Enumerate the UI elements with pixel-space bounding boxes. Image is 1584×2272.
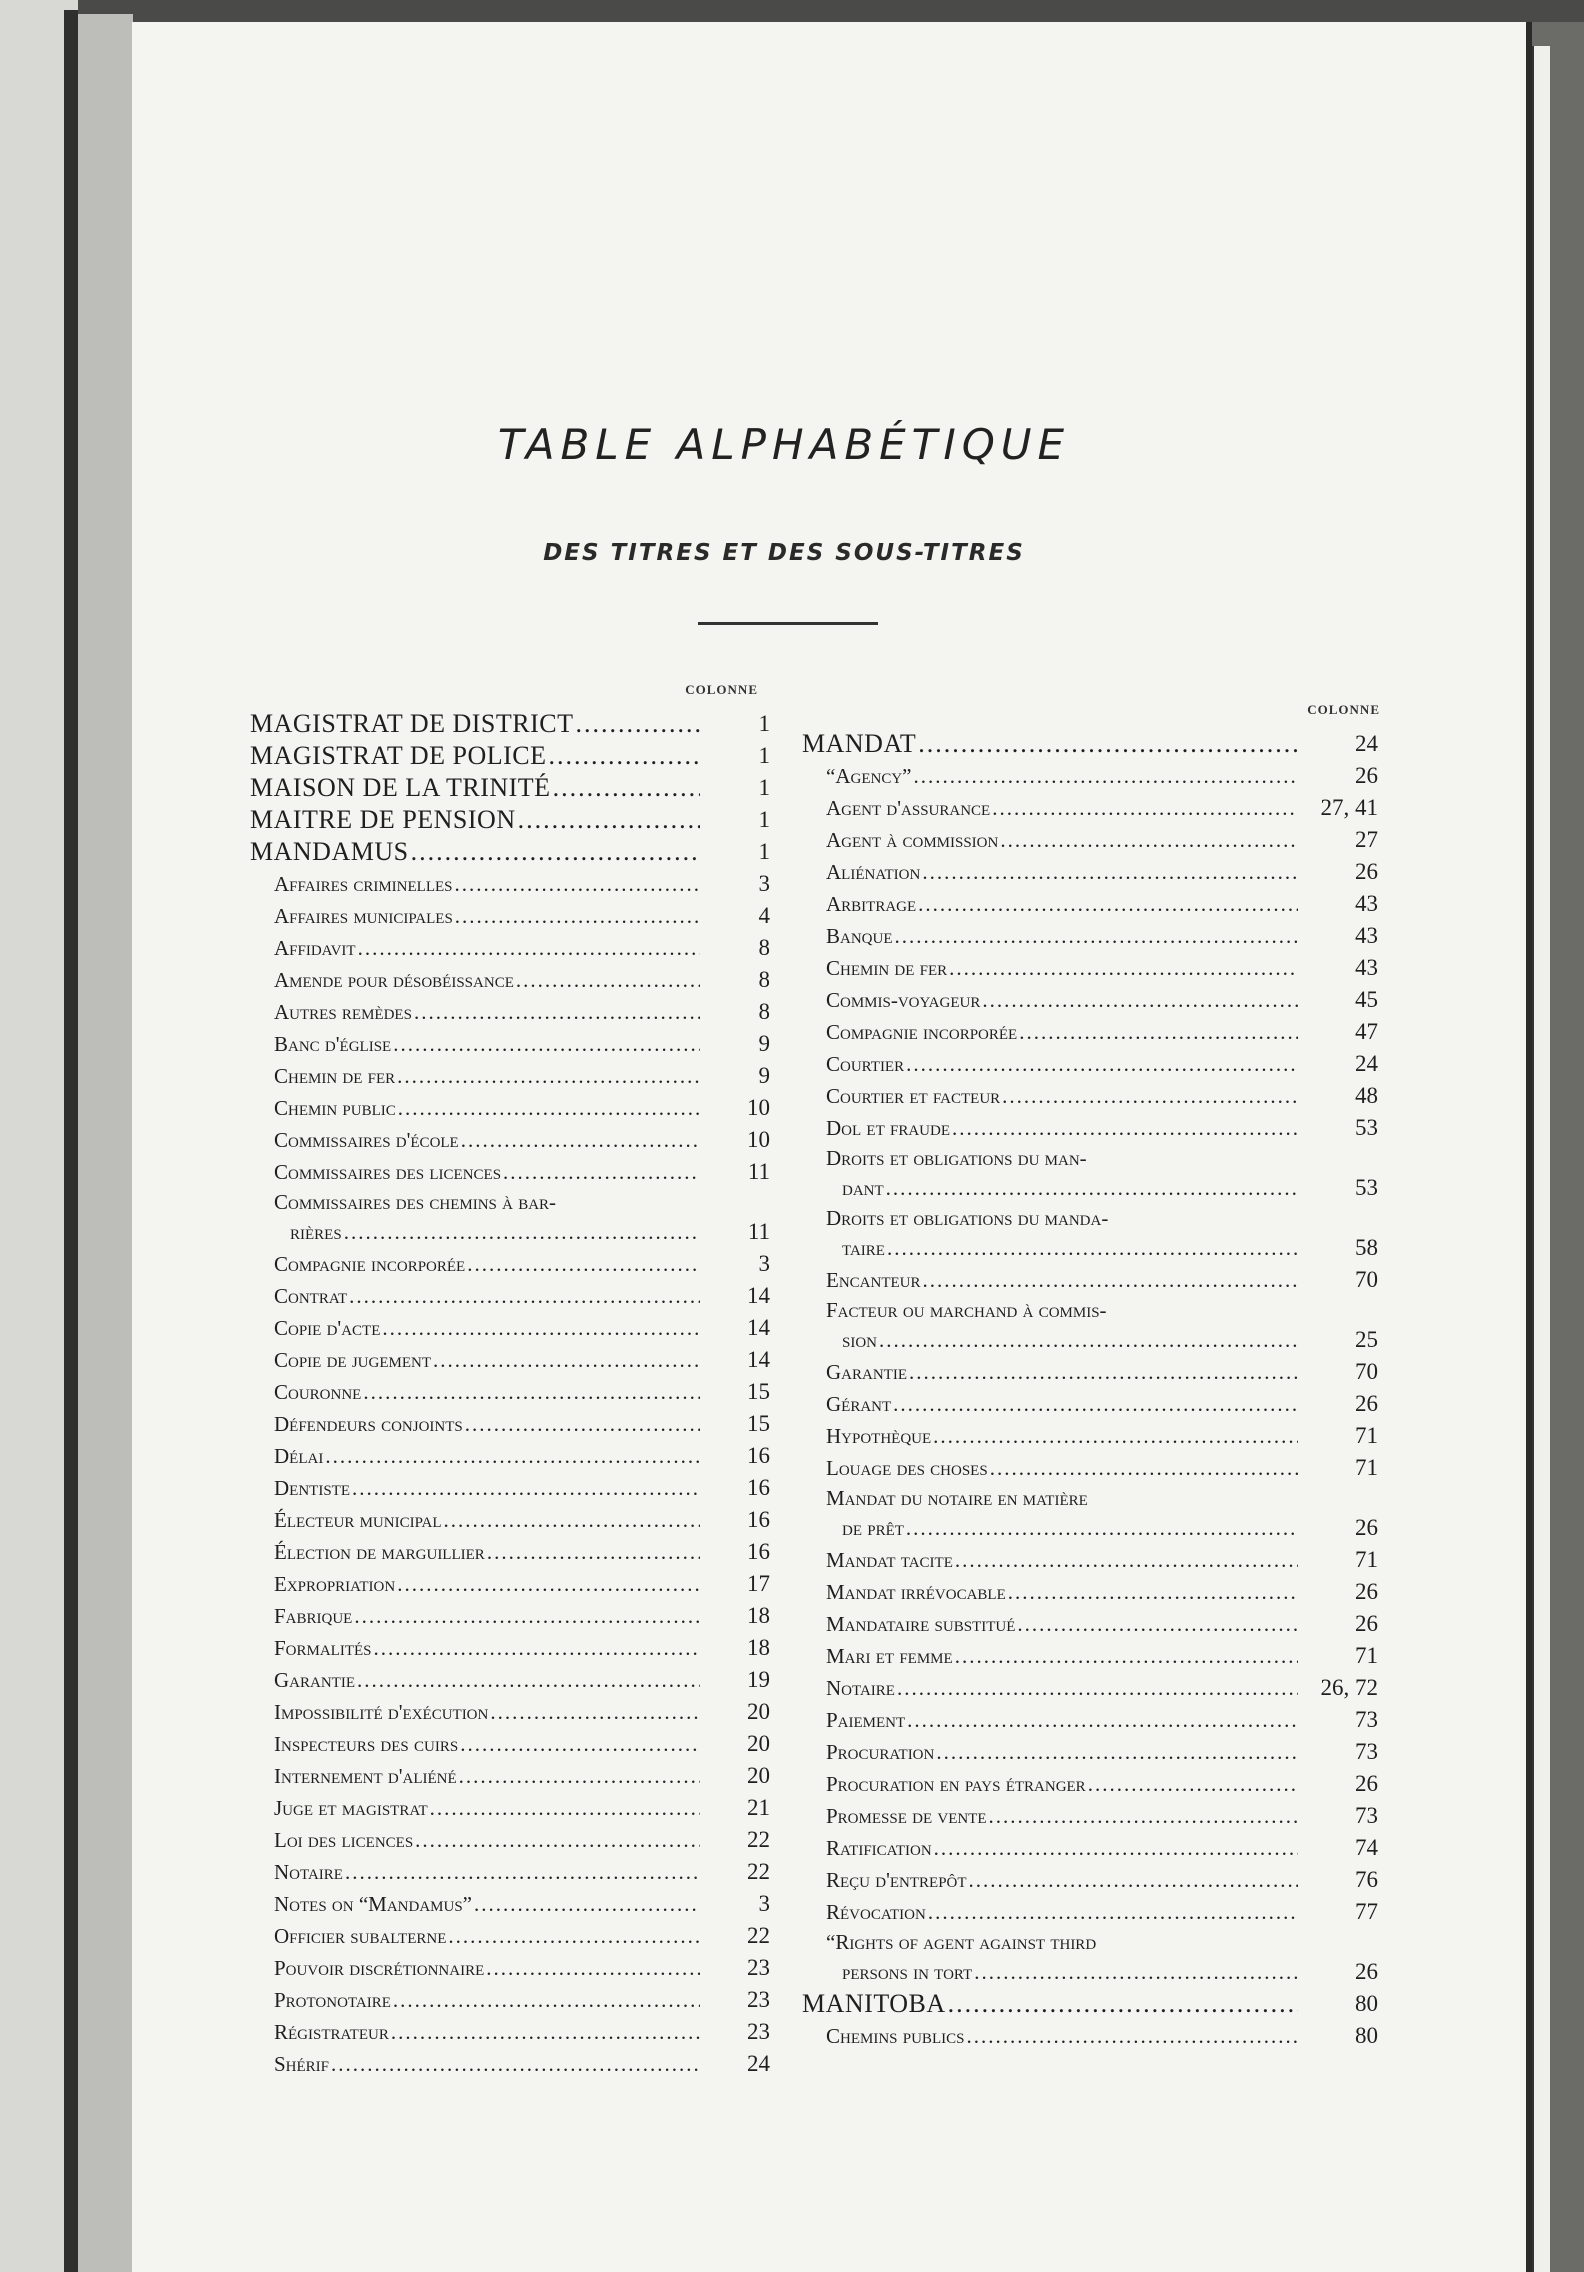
index-entry-column-number: 70 (1355, 1267, 1378, 1292)
page-stack-edge (1530, 46, 1550, 2272)
index-entry-column-number: 19 (747, 1667, 770, 1692)
document-page (132, 22, 1532, 2272)
index-entry-column-number: 14 (747, 1283, 770, 1308)
index-entry-column-number: 16 (747, 1443, 770, 1468)
index-entry-label: Commis-voyageur ..... (802, 984, 1298, 1016)
index-entry (802, 1452, 1378, 1484)
index-entry-label: Louage des choses ..... (802, 1452, 1298, 1484)
index-entry-column-number: 9 (758, 1063, 770, 1088)
index-entry (802, 1576, 1378, 1608)
index-entry-label: Mandataire substitué ..... (802, 1608, 1298, 1640)
index-entry-column-number: 21 (747, 1795, 770, 1820)
index-entry-column-number: 22 (747, 1859, 770, 1884)
index-entry (250, 1760, 770, 1792)
index-entry-label: Courtier et facteur ..... (802, 1080, 1298, 1112)
index-entry (802, 856, 1378, 888)
index-entry (802, 2020, 1378, 2052)
index-entry-label: Banc d'église ..... (250, 1028, 700, 1060)
index-entry-label: MAISON DE LA TRINITÉ ..... (250, 772, 700, 804)
index-entry-label: dant ..... (802, 1172, 1298, 1204)
index-entry-label: Mandat irrévocable ..... (802, 1576, 1298, 1608)
title-rule (698, 622, 878, 625)
index-entry-label: Courtier ..... (802, 1048, 1298, 1080)
page-title: TABLE ALPHABÉTIQUE (497, 420, 1071, 469)
index-entry-column-number: 27, 41 (1320, 795, 1378, 820)
index-entry (802, 1080, 1378, 1112)
index-entry (250, 1344, 770, 1376)
index-entry-column-number: 1 (758, 743, 770, 768)
index-entry-column-number: 1 (758, 807, 770, 832)
index-entry (802, 1704, 1378, 1736)
index-entry-column-number: 25 (1355, 1327, 1378, 1352)
index-entry-label: Expropriation ..... (250, 1568, 700, 1600)
index-entry (802, 1388, 1378, 1420)
index-entry-label: Commissaires des licences ..... (250, 1156, 700, 1188)
index-entry (250, 1124, 770, 1156)
index-entry-label: taire ..... (802, 1232, 1298, 1264)
index-entry (250, 1440, 770, 1472)
index-entry-column-number: 48 (1355, 1083, 1378, 1108)
index-entry-label: Reçu d'entrepôt ..... (802, 1864, 1298, 1896)
index-entry-label: Promesse de vente ..... (802, 1800, 1298, 1832)
index-entry-label: Aliénation ..... (802, 856, 1298, 888)
index-entry-column-number: 8 (758, 935, 770, 960)
index-entry (802, 1640, 1378, 1672)
index-entry-label: Agent d'assurance ..... (802, 792, 1298, 824)
index-entry-column-number: 43 (1355, 955, 1378, 980)
index-entry-label: Chemin public ..... (250, 1092, 700, 1124)
index-entry (802, 984, 1378, 1016)
index-entry (250, 1792, 770, 1824)
index-entry (250, 964, 770, 996)
index-entry (250, 2016, 770, 2048)
index-entry (250, 1984, 770, 2016)
index-entry-label: MANDAT ..... (802, 728, 1298, 760)
index-entry-label: Affaires municipales ..... (250, 900, 700, 932)
index-entry-column-number: 53 (1355, 1175, 1378, 1200)
index-entry-column-number: 9 (758, 1031, 770, 1056)
index-entry (802, 1232, 1378, 1264)
index-entry-label: Dentiste ..... (250, 1472, 700, 1504)
index-entry-column-number: 80 (1355, 2023, 1378, 2048)
index-entry (802, 1832, 1378, 1864)
index-entries-right (802, 728, 1378, 2052)
index-entry (802, 824, 1378, 856)
index-entry-column-number: 53 (1355, 1115, 1378, 1140)
index-entry-column-number: 10 (747, 1095, 770, 1120)
index-entry-continued-label: “Rights of agent against third (826, 1930, 1097, 1954)
index-entry-label: Loi des licences ..... (250, 1824, 700, 1856)
index-entry-column-number: 73 (1355, 1707, 1378, 1732)
index-entry-label: Hypothèque ..... (802, 1420, 1298, 1452)
index-entry-label: de prêt ..... (802, 1512, 1298, 1544)
index-entry-label: Gérant ..... (802, 1388, 1298, 1420)
index-entry-column-number: 22 (747, 1827, 770, 1852)
index-entry-column-number: 71 (1355, 1455, 1378, 1480)
index-entry-label: Commissaires d'école ..... (250, 1124, 700, 1156)
index-entry (802, 1512, 1378, 1544)
index-entry-column-number: 22 (747, 1923, 770, 1948)
index-entry-label: MAITRE DE PENSION ..... (250, 804, 700, 836)
index-entry-column-number: 11 (747, 1219, 770, 1244)
index-entry (250, 804, 770, 836)
index-entry-column-number: 14 (747, 1315, 770, 1340)
index-entry-column-number: 26 (1355, 859, 1378, 884)
index-entry (250, 1920, 770, 1952)
index-entry-label: Amende pour désobéissance ..... (250, 964, 700, 996)
index-entry-column-number: 24 (1355, 731, 1378, 756)
index-entry-column-number: 8 (758, 967, 770, 992)
index-entry-column-number: 10 (747, 1127, 770, 1152)
index-entry-column-number: 11 (747, 1159, 770, 1184)
index-entry-column-number: 43 (1355, 923, 1378, 948)
index-entry-column-number: 3 (758, 1891, 770, 1916)
index-entry-column-number: 8 (758, 999, 770, 1024)
index-entry-label: Copie d'acte ..... (250, 1312, 700, 1344)
index-entry (802, 1324, 1378, 1356)
index-entry (250, 1504, 770, 1536)
index-entries-left (250, 708, 770, 2080)
index-entry (250, 1824, 770, 1856)
index-entry (250, 1280, 770, 1312)
index-entry-label: Encanteur ..... (802, 1264, 1298, 1296)
index-entry-label: MANITOBA ..... (802, 1988, 1298, 2020)
index-entry-column-number: 26 (1355, 1611, 1378, 1636)
column-header-left: COLONNE (685, 682, 758, 697)
index-entry (250, 1728, 770, 1760)
index-entry-label: MANDAMUS ..... (250, 836, 700, 868)
index-entry (250, 932, 770, 964)
index-entry-label: Garantie ..... (802, 1356, 1298, 1388)
index-entry-label: Électeur municipal ..... (250, 1504, 700, 1536)
index-entry-label: Défendeurs conjoints ..... (250, 1408, 700, 1440)
index-entry (250, 868, 770, 900)
index-entry-column-number: 58 (1355, 1235, 1378, 1260)
index-entry-column-number: 26 (1355, 763, 1378, 788)
index-entry-label: Chemin de fer ..... (250, 1060, 700, 1092)
index-entry-continued-label: Commissaires des chemins à bar- (274, 1190, 557, 1214)
index-entry-column-number: 18 (747, 1603, 770, 1628)
index-entry-column-number: 26 (1355, 1515, 1378, 1540)
index-entry-label: Affidavit ..... (250, 932, 700, 964)
index-entry-column-number: 71 (1355, 1643, 1378, 1668)
index-entry-label: Chemin de fer ..... (802, 952, 1298, 984)
index-entry-label: Mari et femme ..... (802, 1640, 1298, 1672)
index-entry (802, 1768, 1378, 1800)
index-entry-continued-label: Facteur ou marchand à commis- (826, 1298, 1107, 1322)
index-entry (250, 1028, 770, 1060)
index-entry-continued-label: Mandat du notaire en matière (826, 1486, 1088, 1510)
scan-top-edge (0, 0, 1584, 22)
index-entry (250, 1696, 770, 1728)
index-entry-label: Banque ..... (802, 920, 1298, 952)
index-entry-column-number: 20 (747, 1699, 770, 1724)
index-entry-column-number: 45 (1355, 987, 1378, 1012)
index-entry (802, 1672, 1378, 1704)
index-entry-label: Dol et fraude ..... (802, 1112, 1298, 1144)
index-entry-label: Régistrateur ..... (250, 2016, 700, 2048)
index-entry-column-number: 23 (747, 2019, 770, 2044)
index-entry-label: Internement d'aliéné ..... (250, 1760, 700, 1792)
index-entry (802, 760, 1378, 792)
index-entry (250, 1472, 770, 1504)
index-entry-column-number: 15 (747, 1379, 770, 1404)
index-entry-column-number: 14 (747, 1347, 770, 1372)
index-entry-label: “Agency” ..... (802, 760, 1298, 792)
index-entry (802, 792, 1378, 824)
index-entry-label: MAGISTRAT DE DISTRICT ..... (250, 708, 700, 740)
index-entry (802, 1048, 1378, 1080)
index-entry-column-number: 20 (747, 1731, 770, 1756)
index-entry-label: Paiement ..... (802, 1704, 1298, 1736)
index-entry-column-number: 71 (1355, 1423, 1378, 1448)
index-entry-column-number: 1 (758, 711, 770, 736)
index-entry-column-number: 70 (1355, 1359, 1378, 1384)
index-entry (802, 1172, 1378, 1204)
index-entry-column-number: 15 (747, 1411, 770, 1436)
index-entry-column-number: 23 (747, 1987, 770, 2012)
index-entry-column-number: 26 (1355, 1959, 1378, 1984)
index-entry (250, 1600, 770, 1632)
index-entry (802, 1608, 1378, 1640)
index-entry-column-number: 24 (1355, 1051, 1378, 1076)
index-entry (250, 1092, 770, 1124)
index-entry-column-number: 24 (747, 2051, 770, 2076)
index-entry-label: Inspecteurs des cuirs ..... (250, 1728, 700, 1760)
index-entry (802, 1864, 1378, 1896)
index-entry (250, 708, 770, 740)
index-entry-column-number: 3 (758, 871, 770, 896)
index-entry-label: Juge et magistrat ..... (250, 1792, 700, 1824)
index-entry-label: Affaires criminelles ..... (250, 868, 700, 900)
index-entry-label: Copie de jugement ..... (250, 1344, 700, 1376)
index-entry-label: MAGISTRAT DE POLICE ..... (250, 740, 700, 772)
index-entry (802, 1420, 1378, 1452)
index-entry-label: Protonotaire ..... (250, 1984, 700, 2016)
index-entry-label: Révocation ..... (802, 1896, 1298, 1928)
index-entry-label: Fabrique ..... (250, 1600, 700, 1632)
index-entry-column-number: 20 (747, 1763, 770, 1788)
index-entry-column-number: 26, 72 (1320, 1675, 1378, 1700)
index-entry-label: Agent à commission ..... (802, 824, 1298, 856)
index-entry-column-number: 1 (758, 839, 770, 864)
facing-page-edge (78, 14, 133, 2272)
index-entry-label: Notaire ..... (802, 1672, 1298, 1704)
index-entry-column-number: 16 (747, 1539, 770, 1564)
index-entry (250, 1376, 770, 1408)
index-entry-label: Arbitrage ..... (802, 888, 1298, 920)
index-entry (250, 1216, 770, 1248)
column-header-right: COLONNE (1307, 702, 1380, 717)
index-entry-column-number: 4 (758, 903, 770, 928)
index-entry (250, 1536, 770, 1568)
index-entry (250, 836, 770, 868)
index-entry-label: Compagnie incorporée ..... (802, 1016, 1298, 1048)
index-entry (802, 728, 1378, 760)
index-entry (250, 740, 770, 772)
index-entry (250, 1408, 770, 1440)
index-entry (250, 1060, 770, 1092)
index-entry-column-number: 74 (1355, 1835, 1378, 1860)
index-entry (250, 772, 770, 804)
index-entry-column-number: 1 (758, 775, 770, 800)
index-entry-label: Garantie ..... (250, 1664, 700, 1696)
index-entry-label: Élection de marguillier ..... (250, 1536, 700, 1568)
index-entry-column-number: 26 (1355, 1771, 1378, 1796)
index-entry-column-number: 77 (1355, 1899, 1378, 1924)
index-entry-column-number: 76 (1355, 1867, 1378, 1892)
index-entry (802, 1356, 1378, 1388)
index-entry-continued-label: Droits et obligations du man- (826, 1146, 1087, 1170)
index-entry-column-number: 26 (1355, 1579, 1378, 1604)
index-entry-label: Formalités ..... (250, 1632, 700, 1664)
index-entry (802, 1800, 1378, 1832)
index-entry-label: Impossibilité d'exécution ..... (250, 1696, 700, 1728)
index-entry-column-number: 26 (1355, 1391, 1378, 1416)
index-entry (802, 1544, 1378, 1576)
index-entry-column-number: 16 (747, 1507, 770, 1532)
index-entry-column-number: 3 (758, 1251, 770, 1276)
index-entry-label: Notes on “Mandamus” ..... (250, 1888, 700, 1920)
index-entry-label: Pouvoir discrétionnaire ..... (250, 1952, 700, 1984)
index-entry-label: Procuration ..... (802, 1736, 1298, 1768)
index-entry-label: sion ..... (802, 1324, 1298, 1356)
index-entry-column-number: 27 (1355, 827, 1378, 852)
index-entry-label: rières ..... (250, 1216, 700, 1248)
index-entry-column-number: 43 (1355, 891, 1378, 916)
index-entry-label: Autres remèdes ..... (250, 996, 700, 1028)
index-entry (250, 1312, 770, 1344)
index-entry (802, 1112, 1378, 1144)
index-entry-label: Officier subalterne ..... (250, 1920, 700, 1952)
index-entry-label: Ratification ..... (802, 1832, 1298, 1864)
index-entry (250, 1248, 770, 1280)
index-entry-column-number: 80 (1355, 1991, 1378, 2016)
index-entry-label: Chemins publics ..... (802, 2020, 1298, 2052)
book-spine (64, 10, 78, 2272)
index-entry-column-number: 16 (747, 1475, 770, 1500)
index-entry-label: Notaire ..... (250, 1856, 700, 1888)
index-entry (802, 1896, 1378, 1928)
index-entry-column-number: 71 (1355, 1547, 1378, 1572)
index-entry (802, 1264, 1378, 1296)
index-entry-column-number: 18 (747, 1635, 770, 1660)
index-entry (802, 1956, 1378, 1988)
index-entry-column-number: 73 (1355, 1739, 1378, 1764)
index-entry (250, 996, 770, 1028)
index-entry (250, 1888, 770, 1920)
index-entry (802, 1736, 1378, 1768)
index-entry (250, 1856, 770, 1888)
index-entry (802, 1988, 1378, 2020)
index-entry (250, 1664, 770, 1696)
index-entry-label: Couronne ..... (250, 1376, 700, 1408)
index-entry (250, 1156, 770, 1188)
index-entry-label: Procuration en pays étranger ..... (802, 1768, 1298, 1800)
index-entry-continued-label: Droits et obligations du manda- (826, 1206, 1109, 1230)
index-entry-label: Délai ..... (250, 1440, 700, 1472)
index-entry-label: Compagnie incorporée ..... (250, 1248, 700, 1280)
index-entry-label: Mandat tacite ..... (802, 1544, 1298, 1576)
index-entry (802, 920, 1378, 952)
page-subtitle: DES TITRES ET DES SOUS-TITRES (543, 540, 1025, 566)
index-entry (250, 1952, 770, 1984)
index-entry (250, 1568, 770, 1600)
index-entry-label: Contrat ..... (250, 1280, 700, 1312)
index-entry (802, 888, 1378, 920)
index-entry-label: Shérif ..... (250, 2048, 700, 2080)
index-entry-column-number: 23 (747, 1955, 770, 1980)
index-entry (802, 1016, 1378, 1048)
index-entry-label: persons in tort ..... (802, 1956, 1298, 1988)
index-entry (250, 1632, 770, 1664)
index-entry (802, 952, 1378, 984)
index-entry (250, 900, 770, 932)
index-entry-column-number: 47 (1355, 1019, 1378, 1044)
index-entry-column-number: 73 (1355, 1803, 1378, 1828)
index-entry (250, 2048, 770, 2080)
index-entry-column-number: 17 (747, 1571, 770, 1596)
